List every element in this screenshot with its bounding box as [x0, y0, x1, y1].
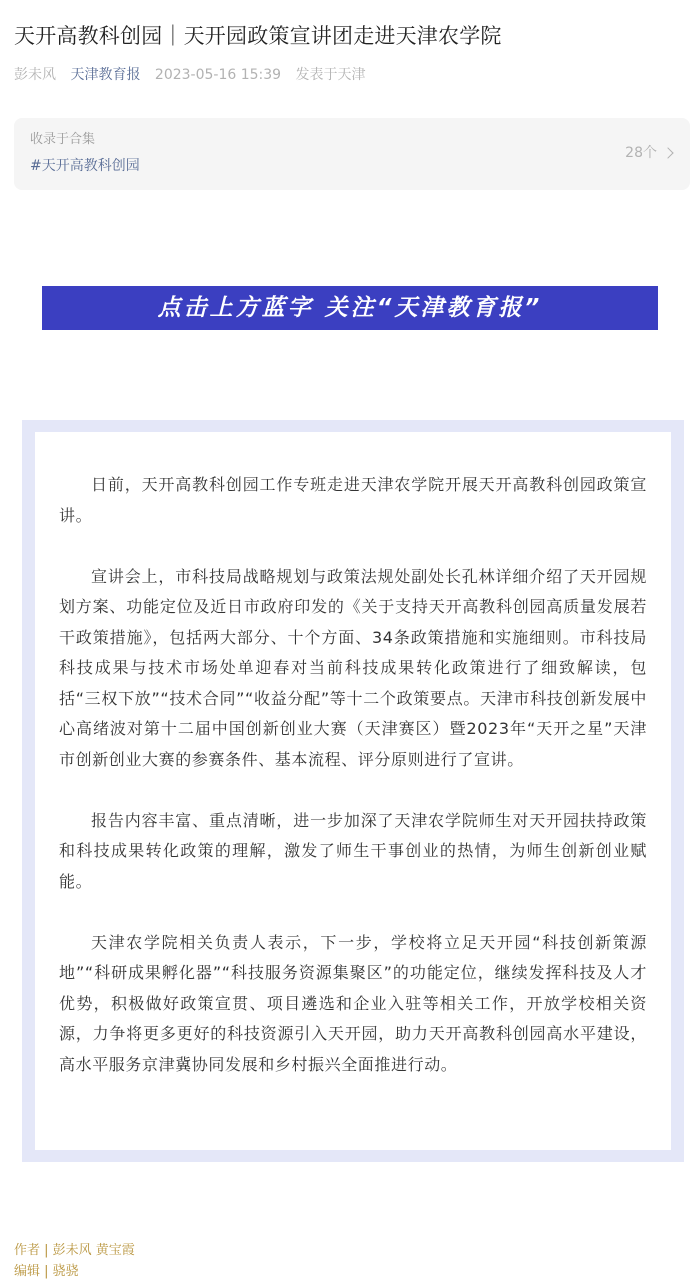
- chevron-right-icon: [662, 147, 673, 158]
- collection-card[interactable]: [14, 118, 690, 190]
- collection-tag-link[interactable]: #天开高教科创园: [30, 158, 140, 174]
- collection-label: 收录于合集: [30, 132, 96, 147]
- author-name: 彭未风: [14, 67, 56, 83]
- credit-author-line: 作者 | 彭未风 黄宝霞: [14, 1243, 135, 1258]
- publish-datetime: 2023-05-16 15:39: [154, 67, 282, 83]
- body-paragraph: 日前，天开高教科创园工作专班走进天津农学院开展天开高教科创园政策宣讲。: [59, 475, 647, 525]
- article-title: 天开高教科创园｜天开园政策宣讲团走进天津农学院: [14, 24, 502, 48]
- article-credits: [14, 1240, 135, 1282]
- publish-location: 发表于天津: [295, 67, 366, 83]
- body-paragraph: 宣讲会上，市科技局战略规划与政策法规处副处长孔林详细介绍了天开园规划方案、功能定位及近日市政府印发的《关于支持天开高教科创园高质量发展若干政策措施》，包括两大部分、十个方面、34条政策措施和实施细则。市科技局科技成果与技术市场处单迎春对当前科技成果转化政策进行了细致解读，包括“三权下放”“技术合同”“收益分配”等十二个政策要点。天津市科技创新发展中心高绪波对第十二届中国创新创业大赛（天津赛区）暨2023年“天开之星”天津市创新创业大赛的参赛条件、基本流程、评分原则进行了宣讲。: [59, 566, 647, 769]
- collection-count-text: 28个: [625, 145, 657, 161]
- follow-banner: 点击上方蓝字 关注“天津教育报”: [42, 286, 658, 330]
- article-body-frame: [22, 420, 684, 1162]
- article-meta: [14, 64, 376, 86]
- credit-editor-line: 编辑 | 骁骁: [14, 1264, 79, 1279]
- collection-count[interactable]: [625, 142, 672, 164]
- account-name-link[interactable]: 天津教育报: [70, 67, 141, 83]
- article-body: [35, 432, 671, 1150]
- body-paragraph: 天津农学院相关负责人表示，下一步，学校将立足天开园“科技创新策源地”“科研成果孵化器”“科技服务资源集聚区”的功能定位，继续发挥科技及人才优势，积极做好政策宣贯、项目遴选和企业入驻等相关工作，开放学校相关资源，力争将更多更好的科技资源引入天开园，助力天开高教科创园高水平建设，高水平服务京津冀协同发展和乡村振兴全面推进行动。: [59, 932, 647, 1074]
- body-paragraph: 报告内容丰富、重点清晰，进一步加深了天津农学院师生对天开园扶持政策和科技成果转化政策的理解，激发了师生干事创业的热情，为师生创新创业赋能。: [59, 810, 647, 891]
